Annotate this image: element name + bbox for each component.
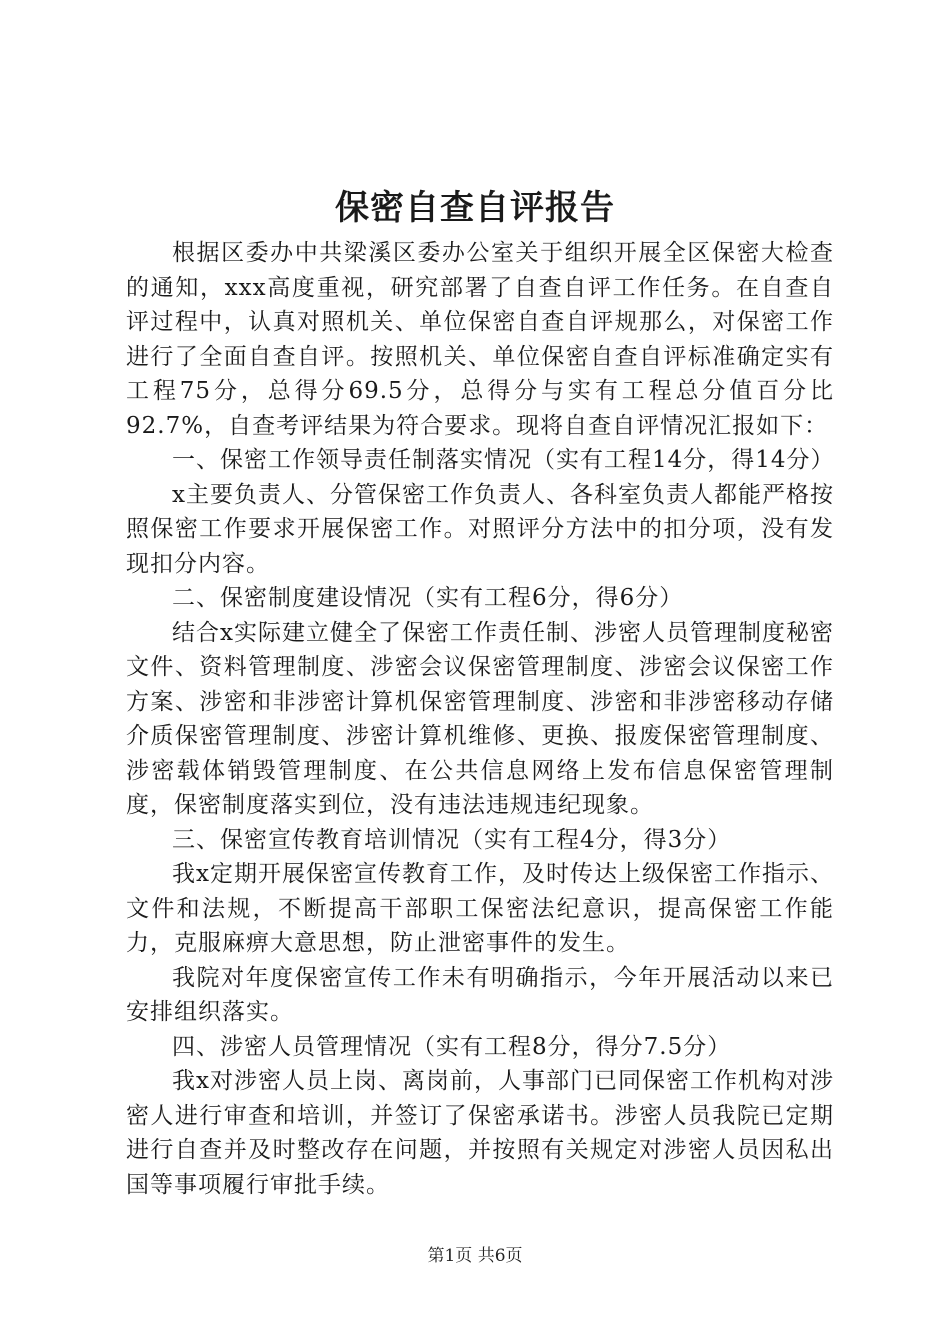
- section-heading-3: 三、保密宣传教育培训情况（实有工程4分，得3分）: [172, 826, 732, 853]
- paragraph-section-1: x主要负责人、分管保密工作负责人、各科室负责人都能严格按照保密工作要求开展保密工作。对照评分方法中的扣分项，没有发现扣分内容。: [126, 481, 834, 577]
- section-heading-2: 二、保密制度建设情况（实有工程6分，得6分）: [172, 585, 684, 611]
- paragraph-section-4: 我x对涉密人员上岗、离岗前，人事部门已同保密工作机构对涉密人进行审查和培训，并签订了保密承诺书。涉密人员我院已定期进行自查并及时整改存在问题，并按照有关规定对涉密人员因私出国等事项履行审批手续。: [126, 1068, 834, 1198]
- paragraph-section-3a: 我x定期开展保密宣传教育工作，及时传达上级保密工作指示、文件和法规，不断提高干部职工保密法纪意识，提高保密工作能力，克服麻痹大意思想，防止泄密事件的发生。: [126, 861, 834, 956]
- document-body: [126, 236, 834, 1202]
- document-title: 保密自查自评报告: [335, 188, 615, 228]
- section-heading-4: 四、涉密人员管理情况（实有工程8分，得分7.5分）: [172, 1033, 732, 1060]
- page-number-footer: 第1页 共6页: [427, 1246, 523, 1266]
- paragraph-section-2: 结合x实际建立健全了保密工作责任制、涉密人员管理制度秘密文件、资料管理制度、涉密会议保密管理制度、涉密会议保密工作方案、涉密和非涉密计算机保密管理制度、涉密和非涉密移动存储介质保密管理制度、涉密计算机维修、更换、报废保密管理制度、涉密载体销毁管理制度、在公共信息网络上发布信息保密管理制度，保密制度落实到位，没有违法违规违纪现象。: [126, 619, 834, 818]
- paragraph-section-3b: 我院对年度保密宣传工作未有明确指示，今年开展活动以来已安排组织落实。: [126, 964, 834, 1025]
- paragraph-intro: 根据区委办中共梁溪区委办公室关于组织开展全区保密大检查的通知，xxx高度重视，研究部署了自查自评工作任务。在自查自评过程中，认真对照机关、单位保密自查自评规那么，对保密工作进行了全面自查自评。按照机关、单位保密自查自评标准确定实有工程75分，总得分69.5分，总得分与实有工程总分值百分比92.7%，自查考评结果为符合要求。现将自查自评情况汇报如下：: [126, 240, 834, 439]
- section-heading-1: 一、保密工作领导责任制落实情况（实有工程14分，得14分）: [172, 447, 835, 473]
